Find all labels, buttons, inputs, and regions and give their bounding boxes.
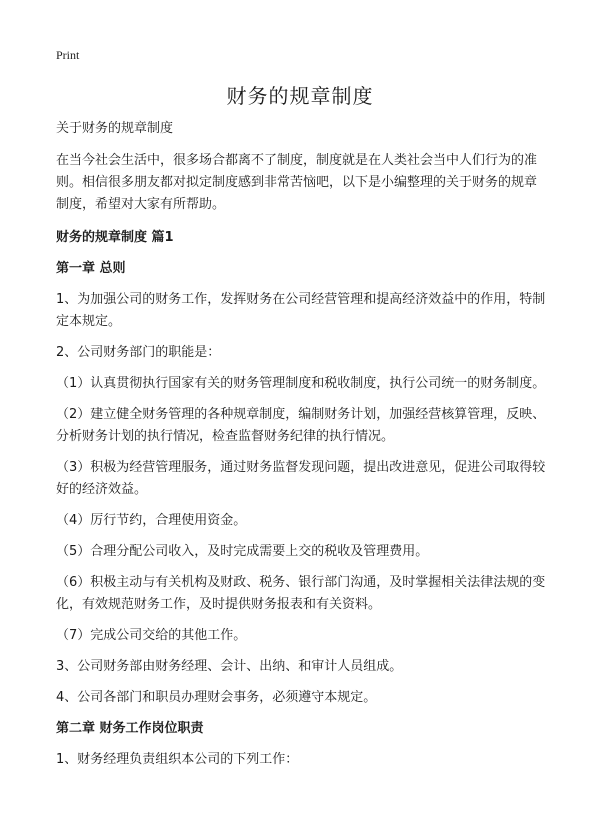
print-link[interactable]: Print [56,48,80,62]
chapter-2-heading: 第二章 财务工作岗位职责 [56,721,204,736]
list-item-6: （6）积极主动与有关机构及财政、税务、银行部门沟通，及时掌握相关法律法规的变化，有效规范财务工作，及时提供财务报表和有关资料。 [56,575,546,612]
page-title: 财务的规章制度 [226,84,374,108]
list-item-7: （7）完成公司交给的其他工作。 [56,628,247,643]
list-item-1: （1）认真贯彻执行国家有关的财务管理制度和税收制度，执行公司统一的财务制度。 [56,376,546,391]
paragraph-1: 1、为加强公司的财务工作，发挥财务在公司经营管理和提高经济效益中的作用，特制定本规定。 [56,292,546,329]
paragraph-3: 3、公司财务部由财务经理、会计、出纳、和审计人员组成。 [56,659,403,674]
list-item-5: （5）合理分配公司收入，及时完成需要上交的税收及管理费用。 [56,544,429,559]
list-item-2: （2）建立健全财务管理的各种规章制度，编制财务计划，加强经营核算管理，反映、分析财务计划的执行情况，检查监督财务纪律的执行情况。 [56,407,546,444]
paragraph-2: 2、公司财务部门的职能是： [56,345,221,360]
article-subtitle: 关于财务的规章制度 [56,121,174,136]
paragraph-5: 1、财务经理负责组织本公司的下列工作： [56,752,299,767]
list-item-4: （4）厉行节约，合理使用资金。 [56,513,247,528]
article-body [56,118,546,780]
section-heading: 财务的规章制度 篇1 [56,230,174,245]
intro-paragraph: 在当今社会生活中，很多场合都离不了制度，制度就是在人类社会当中人们行为的准则。相信很多朋友都对拟定制度感到非常苦恼吧，以下是小编整理的关于财务的规章制度，希望对大家有所帮助。 [56,153,538,212]
list-item-3: （3）积极为经营管理服务，通过财务监督发现问题，提出改进意见，促进公司取得较好的经济效益。 [56,460,546,497]
paragraph-4: 4、公司各部门和职员办理财会事务，必须遵守本规定。 [56,690,377,705]
chapter-1-heading: 第一章 总则 [56,261,126,276]
